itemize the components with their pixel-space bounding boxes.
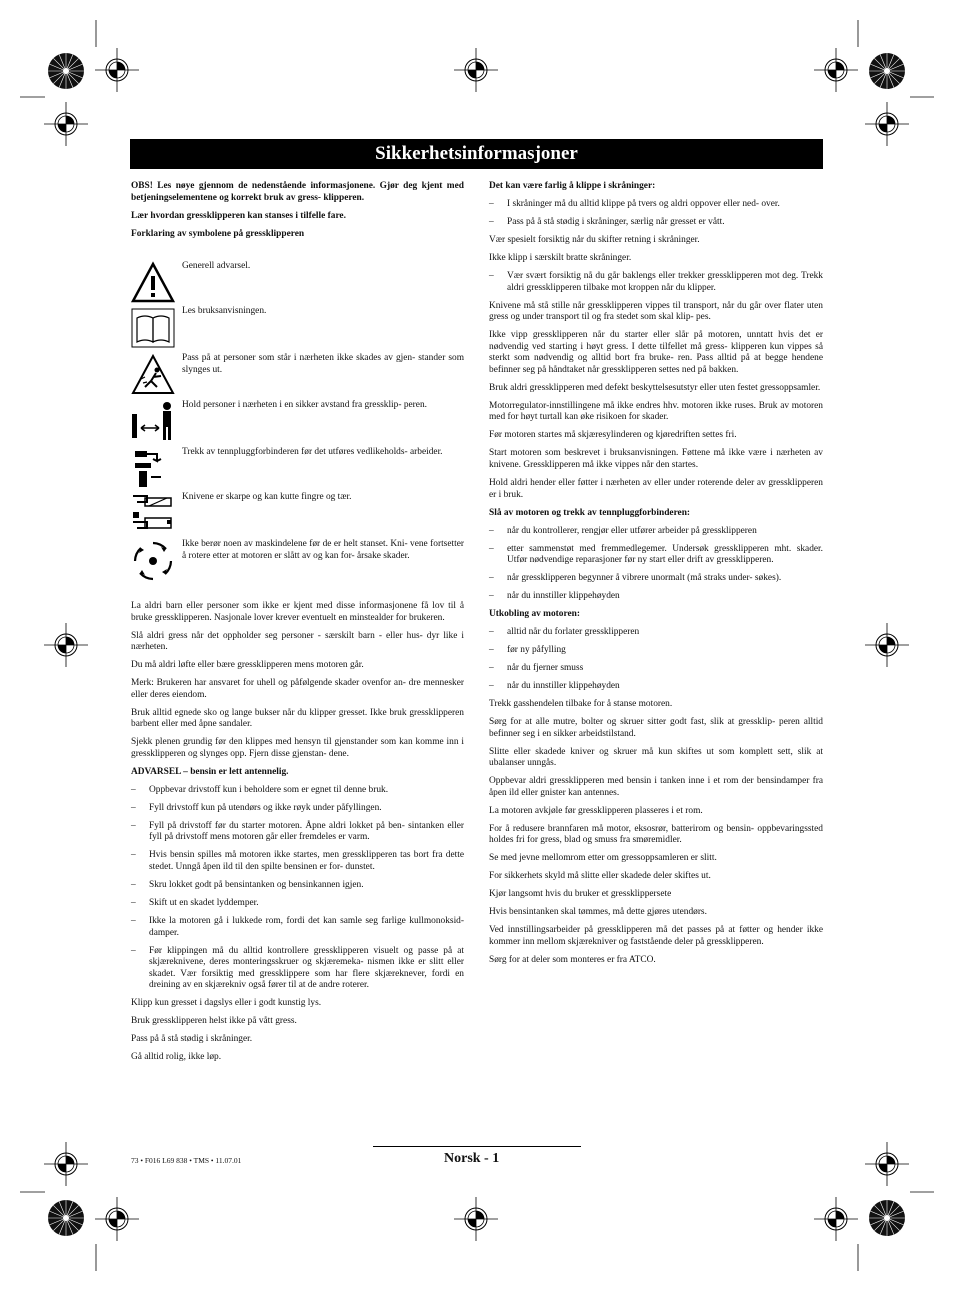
intro-warning: OBS! Les nøye gjennom de nedenstående informasjonene. Gjør deg kjent med betjeningselementene og korrekt bruk av gress- klipperen.	[131, 181, 464, 203]
symbols-heading: Forklaring av symbolene på gressklipperen	[131, 228, 305, 239]
list-item: – Oppbevar drivstoff kun i beholdere som er egnet til denne bruk.	[131, 784, 389, 795]
paragraph: Slitte eller skadede kniver og skruer må kun skiftes ut som komplett sett, slik at ubalanser unngås.	[489, 746, 823, 769]
paragraph: Før motoren startes må skjæresylinderen og kjøredriften settes fri.	[489, 430, 737, 441]
page-number: Norsk - 1	[444, 1151, 500, 1166]
paragraph: Klipp kun gresset i dagslys eller i godt kunstig lys.	[131, 998, 322, 1009]
manual-book-icon	[131, 306, 175, 350]
list-item: – Vær svært forsiktig nå du går baklengs eller trekker gressklipperen mot deg. Trekk aldri gressklipperen tilbake mot kroppen når du klipper.	[489, 270, 823, 293]
paragraph: Vær spesielt forsiktig når du skifter retning i skråninger.	[489, 234, 700, 245]
symbol-text: Knivene er skarpe og kan kutte fingre og tær.	[182, 492, 352, 502]
keep-distance-icon	[131, 400, 175, 444]
list-item: – før ny påfylling	[489, 645, 566, 656]
paragraph: Trekk gasshendelen tilbake for å stanse motoren.	[489, 698, 673, 709]
section-heading: Utkobling av motoren:	[489, 609, 580, 620]
symbol-text: Les bruksanvisningen.	[182, 306, 267, 316]
document-code: 73 • F016 L69 838 • TMS • 11.07.01	[131, 1156, 242, 1165]
paragraph: Bruk gressklipperen helst ikke på vått gress.	[131, 1016, 297, 1027]
paragraph: Knivene må stå stille når gressklipperen vippes til transport, når du går over flater uten gress og under transport til og fra stedet som skal klip- pes.	[489, 300, 823, 323]
paragraph: Sjekk plenen grundig før den klippes med hensyn til gjenstander som kan komme inn i gressklipperen og slynges opp. Fjern disse gjenstan- dene.	[131, 737, 464, 759]
paragraph: Ikke klipp i særskilt bratte skråninger.	[489, 252, 632, 263]
list-item: – Skift ut en skadet lyddemper.	[131, 897, 259, 908]
list-item: – Ikke la motoren gå i lukkede rom, fordi det kan samle seg farlige kullmonoksid-damper.	[131, 915, 464, 938]
paragraph: For å redusere brannfaren må motor, eksosrør, batterirom og bensin- oppbevaringssted holdes fri for gress, blad og smuss fra smøremidler.	[489, 823, 823, 846]
paragraph: Motorregulator-innstillingene må ikke endres hhv. motoren ikke ruses. Bruk av motoren med for høyt turtall kan øke risikoen for skader.	[489, 400, 823, 423]
paragraph: Pass på å stå stødig i skråninger.	[131, 1034, 253, 1045]
thrown-objects-icon	[131, 353, 175, 397]
symbol-text: Trekk av tennpluggforbinderen før det utføres vedlikeholds- arbeider.	[182, 447, 443, 457]
list-item: – Hvis bensin spilles må motoren ikke startes, men gressklipperen tas bort fra dette stedet. Unngå åpen ild til den spilte bensinen er for- dunstet.	[131, 850, 464, 872]
paragraph: Se med jevne mellomrom etter om gressoppsamleren er slitt.	[489, 853, 717, 864]
paragraph: Bruk alltid egnede sko og lange bukser når du klipper gresset. Ikke bruk gressklipperen barbent eller med åpne sandaler.	[131, 707, 464, 730]
paragraph: Hold aldri hender eller føtter i nærheten av eller under roterende deler av gressklipperen er i bruk.	[489, 477, 823, 500]
list-item: – når du kontrollerer, rengjør eller utfører arbeider på gressklipperen	[489, 525, 757, 536]
list-item: – Skru lokket godt på bensintanken og bensinkannen igjen.	[131, 879, 364, 890]
section-heading: Det kan være farlig å klippe i skråninger:	[489, 181, 656, 191]
paragraph: Sørg for at alle mutre, bolter og skruer sitter godt fast, slik at gressklip- peren alltid befinner seg i en sikker arbeidstilstand.	[489, 716, 823, 739]
footer-rule	[373, 1146, 581, 1147]
paragraph: Slå aldri gress når det oppholder seg personer - særskilt barn - eller hus- dyr like i nærheten.	[131, 630, 464, 653]
paragraph: Start motoren som beskrevet i bruksanvisningen. Føttene må ikke være i nærheten av knivene. Gressklipperen må ikke vippes når den startes.	[489, 448, 823, 470]
paragraph: Du må aldri løfte eller bære gressklipperen mens motoren går.	[131, 660, 364, 671]
symbol-text: Ikke berør noen av maskindelene før de er helt stanset. Kni- vene fortsetter å rotere etter at motoren er slått av og kan for- årsake skader.	[182, 539, 464, 561]
paragraph: For sikkerhets skyld må slitte eller skadede deler skiftes ut.	[489, 871, 711, 882]
list-item: – alltid når du forlater gressklipperen	[489, 627, 640, 638]
intro-stop-info: Lær hvordan gressklipperen kan stanses i tilfelle fare.	[131, 210, 346, 221]
warning-triangle-icon	[131, 261, 175, 305]
section-heading: ADVARSEL – bensin er lett antennelig.	[131, 766, 289, 777]
symbol-text: Pass på at personer som står i nærheten ikke skades av gjen- stander som slynges ut.	[182, 353, 464, 375]
list-item: – når du innstiller klippehøyden	[489, 591, 620, 602]
paragraph: Hvis bensintanken skal tømmes, må dette gjøres utendørs.	[489, 907, 707, 918]
spark-plug-disconnect-icon	[131, 447, 175, 491]
list-item: – I skråninger må du alltid klippe på tvers og aldri oppover eller ned- over.	[489, 198, 780, 209]
left-intro	[131, 181, 464, 247]
right-body	[489, 181, 823, 973]
paragraph: La motoren avkjøle før gressklipperen plasseres i et rom.	[489, 805, 703, 816]
left-body	[131, 601, 464, 1070]
paragraph: Merk: Brukeren har ansvaret for uhell og påfølgende skader ovenfor an- dre mennesker eller deres eiendom.	[131, 678, 464, 700]
list-item: – når du fjerner smuss	[489, 663, 584, 674]
paragraph: Ved innstillingsarbeider på gressklipperen må det passes på at føtter og hender ikke kommer inn mellom skjærekniver og faststående deler på gressklipperen.	[489, 925, 823, 947]
list-item: – Fyll drivstoff kun på utendørs og ikke røyk under påfyllingen.	[131, 802, 382, 813]
paragraph: Sørg for at deler som monteres er fra ATCO.	[489, 954, 656, 965]
rotating-blades-icon	[131, 539, 175, 583]
paragraph: Bruk aldri gressklipperen med defekt beskyttelsesutstyr eller uten festet gressoppsamler.	[489, 382, 821, 393]
sharp-blades-icon	[131, 492, 175, 536]
section-heading: Slå av motoren og trekk av tennpluggforbinderen:	[489, 507, 691, 518]
paragraph: Kjør langsomt hvis du bruker et gressklippersete	[489, 889, 672, 900]
paragraph: Oppbevar aldri gressklipperen med bensin i tanken inne i et rom der bensindamper fra åpen ild eller gnister kan antennes.	[489, 776, 823, 798]
paragraph: Gå alltid rolig, ikke løp.	[131, 1052, 222, 1063]
symbol-text: Generell advarsel.	[182, 261, 251, 271]
paragraph: Ikke vipp gressklipperen når du starter eller slår på motoren, unntatt hvis det er nødvendig ved starting i høyt gress. I dette tilfellet må gress- klipperen kun vippes så sterkt som nødvendig og alltid bort fra bruke- ren. Pass alltid på at begge hendene befinner seg på håndtaket når gressklipperen settes ned på bakken.	[489, 330, 823, 375]
paragraph: La aldri barn eller personer som ikke er kjent med disse informasjonene få lov til å bruke gressklipperen. Nasjonale lover krever eventuelt en minstealder for brukeren.	[131, 601, 464, 623]
list-item: – Pass på å stå stødig i skråninger, særlig når gresset er vått.	[489, 216, 725, 227]
symbol-text: Hold personer i nærheten i en sikker avstand fra gressklip- peren.	[182, 400, 427, 410]
page-title: Sikkerhetsinformasjoner	[130, 139, 823, 169]
list-item: – når du innstiller klippehøyden	[489, 681, 620, 691]
list-item: – Før klippingen må du alltid kontrollere gressklipperen visuelt og passe på at skjæreknivene, deres monteringsskruer og skjæremeka- nismen ikke er slitt eller skadet. Vær forsiktig med gressklippere som har flere skjæreknever, fordi en dreining av en skjærekniv også fører til at de andre roterer.	[131, 945, 464, 991]
list-item: – når gressklipperen begynner å vibrere unormalt (må straks under- søkes).	[489, 573, 782, 584]
list-item: – etter sammenstøt med fremmedlegemer. Undersøk gressklipperen mht. skader. Utfør nødvendige reparasjoner før ny start eller drift av gressklipperen.	[489, 543, 823, 566]
list-item: – Fyll på drivstoff før du starter motoren. Åpne aldri lokket på ben- sintanken eller fyll på drivstoff mens motoren går eller fremdeles er varm.	[131, 820, 464, 843]
